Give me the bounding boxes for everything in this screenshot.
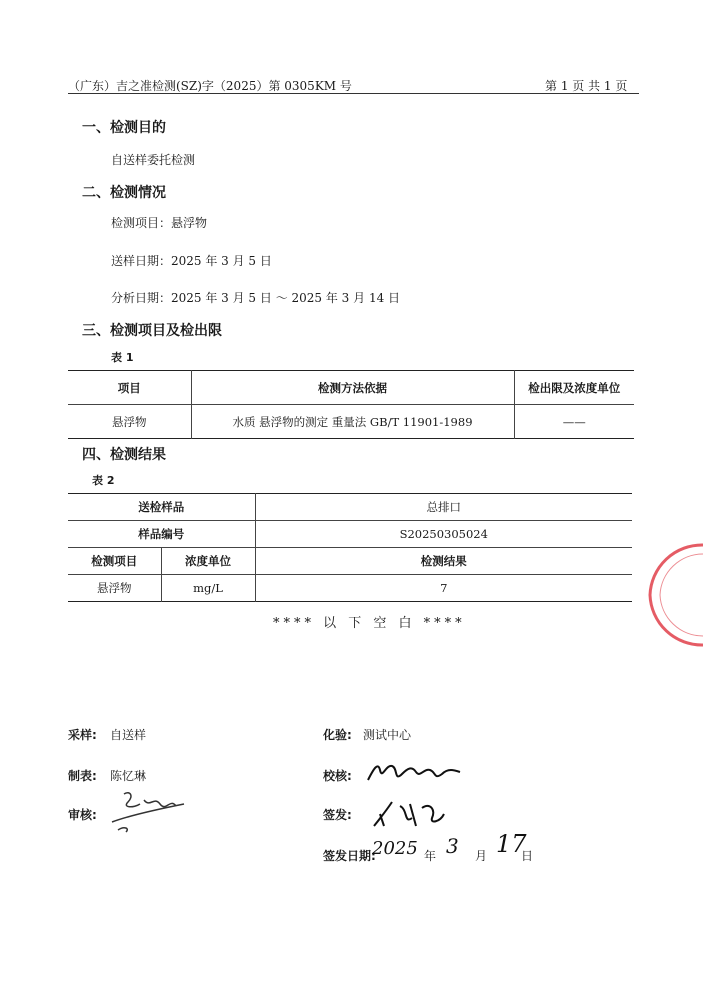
- method-table: [68, 370, 634, 439]
- row-limit: ——: [562, 414, 586, 429]
- issuer-signature: [370, 796, 460, 832]
- table-row: [68, 521, 632, 548]
- section-4-title: 四、检测结果: [82, 447, 166, 463]
- sampling-label: 采样:: [68, 728, 97, 742]
- row-method: 水质 悬浮物的测定 重量法 GB/T 11901-1989: [191, 405, 514, 439]
- reviewer-signature: [104, 786, 194, 836]
- col-item: 检测项目: [68, 548, 161, 575]
- sampling-value: 自送样: [110, 728, 147, 742]
- checked-label: 校核:: [323, 769, 352, 783]
- col-result: 检测结果: [255, 548, 632, 575]
- table-header-row: [68, 548, 632, 575]
- issue-day: 17: [496, 830, 527, 858]
- issued-label: 签发:: [323, 808, 352, 822]
- test-item-line: 检测项目：悬浮物: [111, 216, 208, 230]
- page-info: 第 1 页 共 1 页: [545, 79, 628, 93]
- result-value: 7: [255, 575, 632, 602]
- header-method: 检测方法依据: [191, 371, 514, 405]
- reviewed-label: 审核:: [68, 808, 97, 822]
- end-of-data-mark: **** 以 下 空 白 ****: [273, 616, 466, 631]
- issue-year: 2025: [372, 838, 418, 859]
- issue-date-label: 签发日期:: [323, 849, 376, 863]
- sample-label: 送检样品: [68, 494, 255, 521]
- table-row: [68, 575, 632, 602]
- sample-date-line: 送样日期：2025 年 3 月 5 日: [111, 254, 272, 268]
- section-2-title: 二、检测情况: [82, 185, 166, 201]
- result-table: [68, 493, 632, 602]
- issue-year-unit: 年: [424, 849, 437, 863]
- section-1-title: 一、检测目的: [82, 120, 166, 136]
- official-stamp: [640, 540, 703, 650]
- table-row: [68, 494, 632, 521]
- result-item: 悬浮物: [97, 581, 132, 595]
- sample-value: 总排口: [255, 494, 632, 521]
- lab-label: 化验:: [323, 728, 352, 742]
- table-1-label: 表 1: [111, 351, 134, 364]
- analysis-date-line: 分析日期：2025 年 3 月 5 日 ～ 2025 年 3 月 14 日: [111, 291, 401, 305]
- header-limit: 检出限及浓度单位: [514, 371, 634, 405]
- result-unit: mg/L: [161, 575, 255, 602]
- header-divider: [68, 93, 639, 94]
- col-unit: 浓度单位: [161, 548, 255, 575]
- table-row: [68, 405, 634, 439]
- report-number: （广东）吉之准检测(SZ)字（2025）第 0305KM 号: [68, 79, 352, 93]
- prepared-value: 陈忆琳: [110, 769, 147, 783]
- issue-month-unit: 月: [475, 849, 488, 863]
- lab-value: 测试中心: [363, 728, 412, 742]
- table-header-row: [68, 371, 634, 405]
- issue-day-unit: 日: [521, 849, 534, 863]
- section-3-title: 三、检测项目及检出限: [82, 323, 222, 339]
- code-value: S20250305024: [255, 521, 632, 548]
- table-2-label: 表 2: [92, 474, 115, 487]
- row-item: 悬浮物: [68, 405, 191, 439]
- code-label: 样品编号: [68, 521, 255, 548]
- header-item: 项目: [68, 371, 191, 405]
- issue-month: 3: [446, 834, 459, 858]
- prepared-label: 制表:: [68, 769, 97, 783]
- section-1-text: 自送样委托检测: [111, 153, 196, 167]
- checker-signature: [364, 758, 464, 788]
